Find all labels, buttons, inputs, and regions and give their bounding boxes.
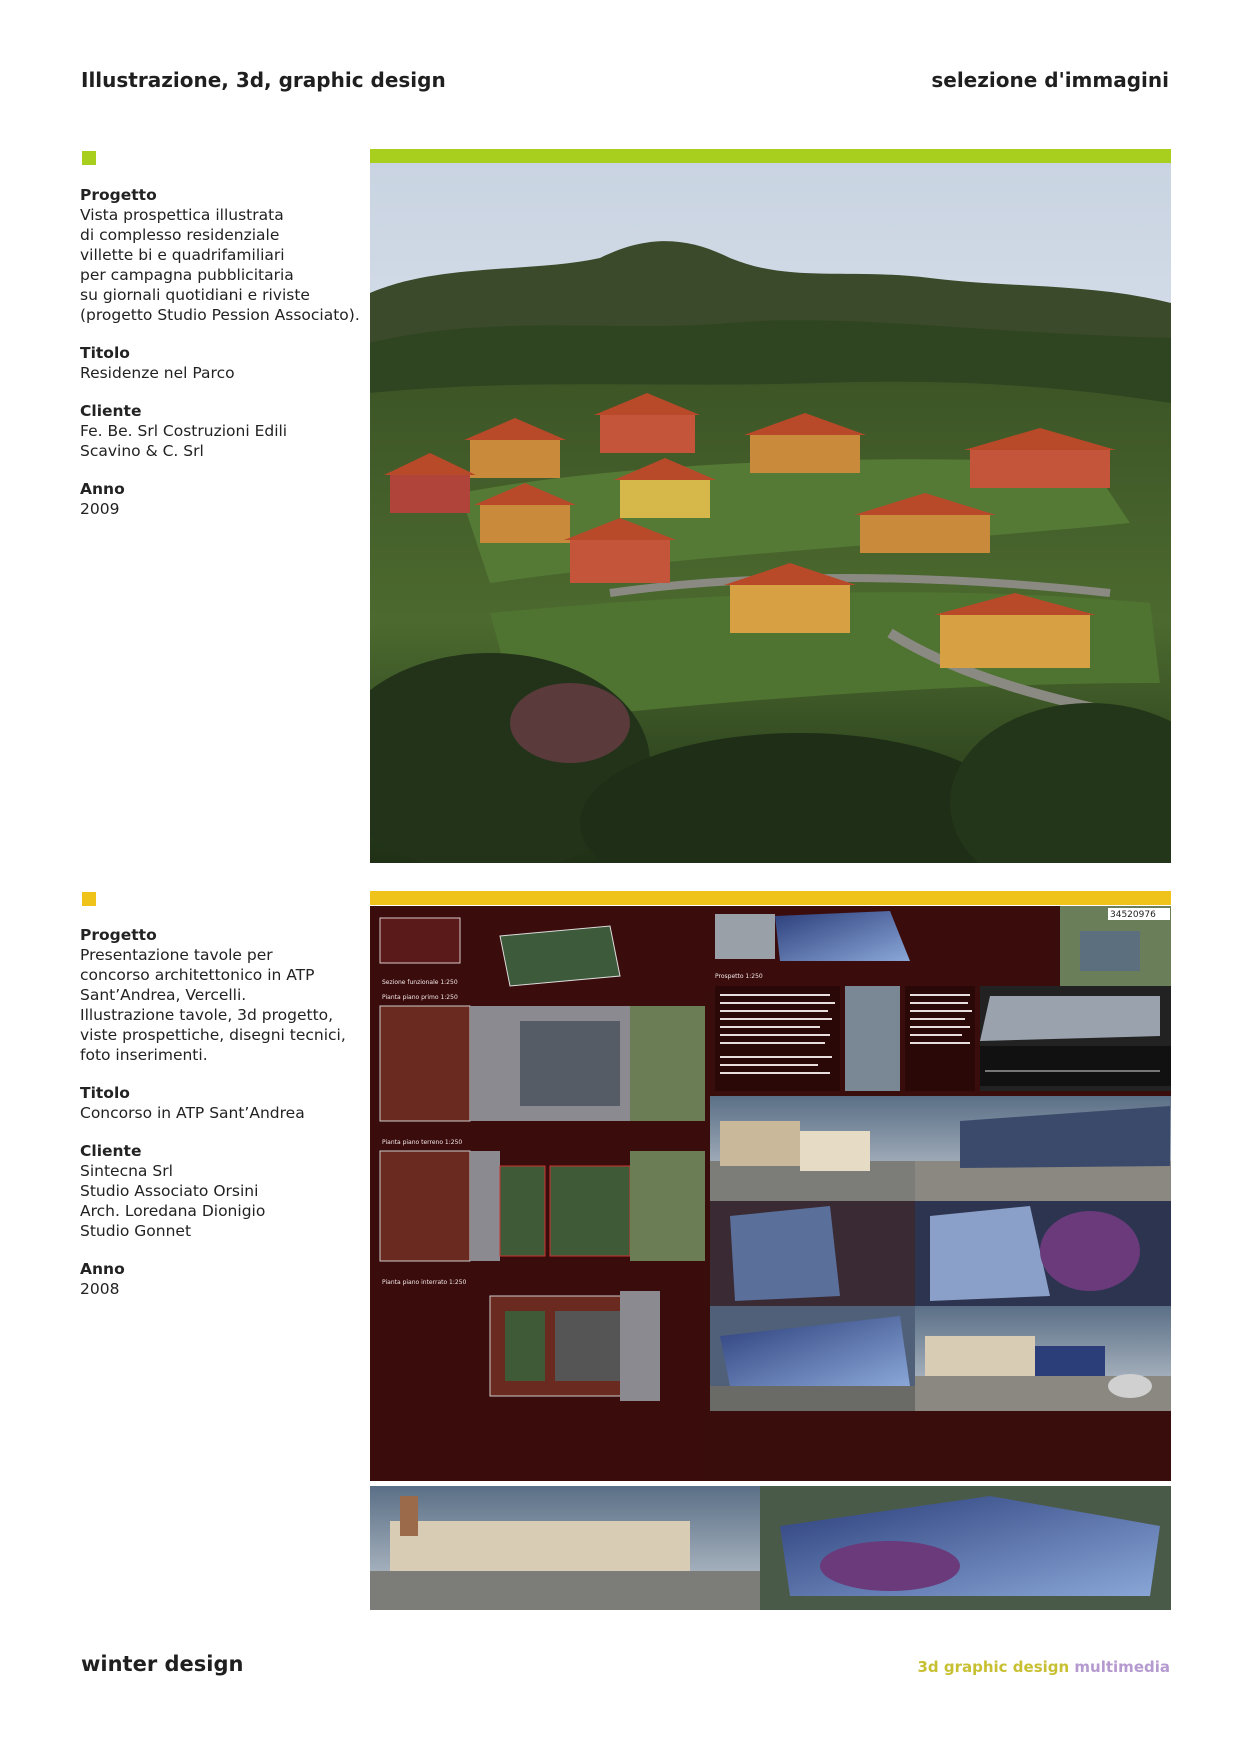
anno-text: 2008 [80, 1280, 120, 1298]
titolo-label: Titolo [80, 344, 130, 362]
header-title: Illustrazione, 3d, graphic design [81, 68, 446, 92]
competition-boards [370, 906, 1171, 1610]
progetto-text: Presentazione tavole per concorso architettonico in ATP Sant’Andrea, Vercelli. Illustrazione tavole, 3d progetto, viste prospettiche, disegni tecnici, foto inserimenti. [80, 946, 346, 1064]
label-pianta-interrato: Pianta piano interrato 1:250 [382, 1279, 467, 1286]
footer-brand: winter design [81, 1652, 244, 1676]
board-code: 34520976 [1110, 910, 1156, 920]
cliente-label: Cliente [80, 402, 142, 420]
accent-bar-1 [370, 149, 1171, 163]
project-info-2 [80, 925, 370, 1299]
accent-square-1 [82, 151, 96, 165]
label-sezione: Sezione funzionale 1:250 [382, 979, 458, 986]
titolo-text: Residenze nel Parco [80, 364, 235, 382]
titolo-text: Concorso in ATP Sant’Andrea [80, 1104, 305, 1122]
accent-bar-2 [370, 891, 1171, 905]
footer-tagline [917, 1658, 1170, 1676]
cliente-label: Cliente [80, 1142, 142, 1160]
titolo-label: Titolo [80, 1084, 130, 1102]
cliente-text: Sintecna Srl Studio Associato Orsini Arch. Loredana Dionigio Studio Gonnet [80, 1162, 266, 1240]
label-pianta-primo: Pianta piano primo 1:250 [382, 994, 458, 1001]
header-subtitle: selezione d'immagini [931, 68, 1169, 92]
progetto-text: Vista prospettica illustrata di complesso residenziale villette bi e quadrifamiliari per campagna pubblicitaria su giornali quotidiani e riviste (progetto Studio Pession Associato). [80, 206, 360, 324]
anno-label: Anno [80, 480, 125, 498]
label-pianta-terreno: Pianta piano terreno 1:250 [382, 1139, 463, 1146]
label-prospetto: Prospetto 1:250 [715, 973, 763, 980]
progetto-label: Progetto [80, 926, 157, 944]
anno-label: Anno [80, 1260, 125, 1278]
footer-tagline-b: multimedia [1074, 1658, 1170, 1676]
residential-aerial-rendering [370, 163, 1171, 863]
cliente-text: Fe. Be. Srl Costruzioni Edili Scavino & C. Srl [80, 422, 288, 460]
footer-tagline-a: 3d graphic design [917, 1658, 1070, 1676]
accent-square-2 [82, 892, 96, 906]
progetto-label: Progetto [80, 186, 157, 204]
anno-text: 2009 [80, 500, 120, 518]
project-info-1 [80, 185, 370, 519]
